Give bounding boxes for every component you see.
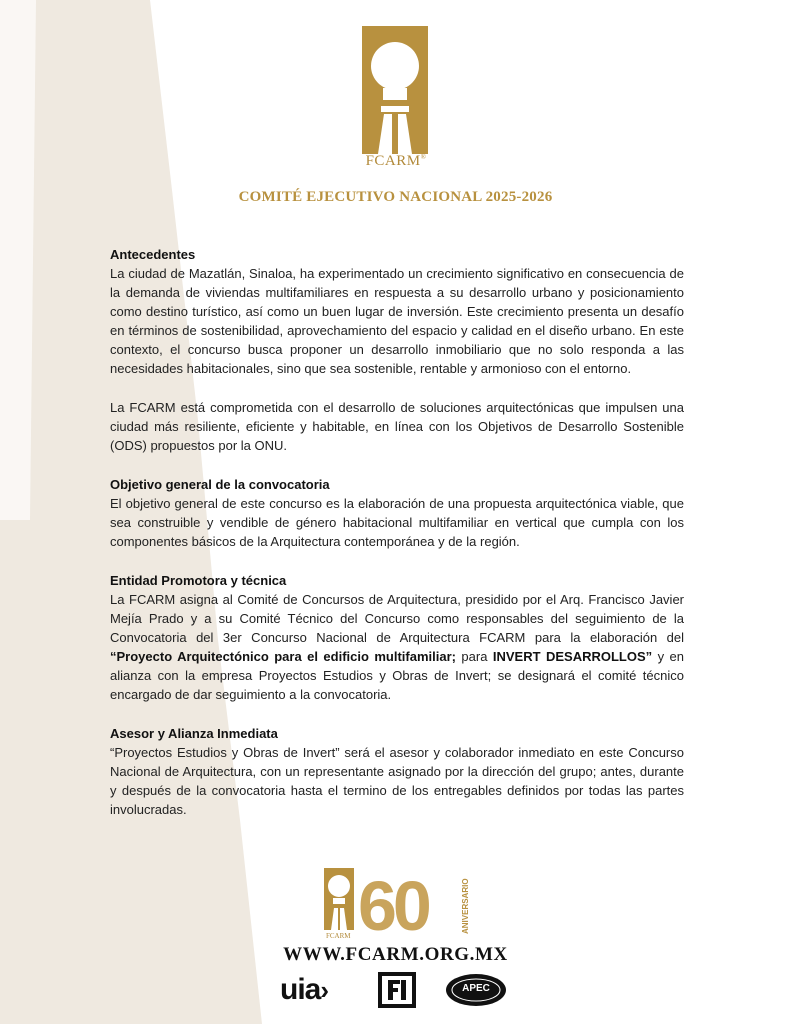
fa-partner-icon	[378, 972, 416, 1008]
section-objetivo	[110, 475, 684, 551]
fcarm-small-emblem-icon	[324, 868, 354, 930]
section-heading: Asesor y Alianza Inmediata	[110, 726, 278, 741]
anniversary-brand: FCARM	[326, 932, 351, 940]
paragraph: La FCARM está comprometida con el desarrollo de soluciones arquitectónicas que impulsen una ciudad más resiliente, eficiente y habitable, en línea con los Objetivos de Desarrollo Sostenible (ODS) propuestos por la ONU.	[110, 400, 684, 453]
apec-logo	[445, 972, 507, 1008]
section-heading: Objetivo general de la convocatoria	[110, 477, 330, 492]
website-url[interactable]: WWW.FCARM.ORG.MX	[283, 944, 508, 965]
apec-label: APEC	[462, 983, 490, 994]
committee-title: COMITÉ EJECUTIVO NACIONAL 2025-2026	[238, 189, 553, 205]
section-heading: Entidad Promotora y técnica	[110, 573, 287, 588]
paragraph: “Proyectos Estudios y Obras de Invert” será el asesor y colaborador inmediato en este Concurso Nacional de Arquitectura, con un representante asignado por la dirección del grupo; antes, durante y después de la convocatoria hasta el termino de los entregables definidos por todas las partes involucradas.	[110, 745, 684, 817]
fcarm-wordmark: FCARM®	[365, 153, 427, 169]
anniversary-word: ANIVERSARIO	[461, 878, 470, 934]
client-name: INVERT DESARROLLOS”	[492, 649, 653, 664]
section-heading: Antecedentes	[110, 247, 196, 262]
anniversary-number: 60	[358, 868, 428, 940]
fa-partner-logo	[378, 972, 416, 1008]
uia-logo: uia›	[280, 973, 329, 1006]
paragraph: La FCARM asigna al Comité de Concursos de Arquitectura, presidido por el Arq. Francisco Javier Mejía Prado y a su Comité Técnico del Concurso como responsables del seguimiento de la Convocatoria del 3er Concurso Nacional de Arquitectura FCARM para la elaboración del “Proyecto Arquitectónico para el edificio multifamiliar; para INVERT DESARROLLOS” y en alianza con la empresa Proyectos Estudios y Obras de Invert; se designará el comité técnico encargado de dar seguimiento a la convocatoria.	[110, 592, 684, 702]
section-antecedentes	[110, 245, 684, 455]
fcarm-emblem-icon	[362, 26, 428, 154]
anniversary-logo	[324, 868, 474, 940]
section-entidad-promotora	[110, 571, 684, 704]
document-body	[110, 245, 684, 839]
paragraph: La ciudad de Mazatlán, Sinaloa, ha experimentado un crecimiento significativo en consecuencia de la demanda de viviendas multifamiliares en respuesta a su desarrollo urbano y posicionamiento como destino turístico, así como un buen lugar de inversión. Este crecimiento presenta un desafío en términos de sostenibilidad, aprovechamiento del espacio y calidad en el diseño urbano. En este contexto, el concurso busca proponer un desarrollo inmobiliario que no solo responda a las necesidades habitacionales, sino que sea sostenible, rentable y armonioso con el entorno.	[110, 266, 684, 376]
project-name: “Proyecto Arquitectónico para el edificio multifamiliar;	[110, 649, 456, 664]
section-asesor	[110, 724, 684, 819]
paragraph: El objetivo general de este concurso es la elaboración de una propuesta arquitectónica viable, que sea construible y vendible de género habitacional multifamiliar en vertical que cumpla con los componentes básicos de la Arquitectura contemporánea y de la región.	[110, 496, 684, 549]
